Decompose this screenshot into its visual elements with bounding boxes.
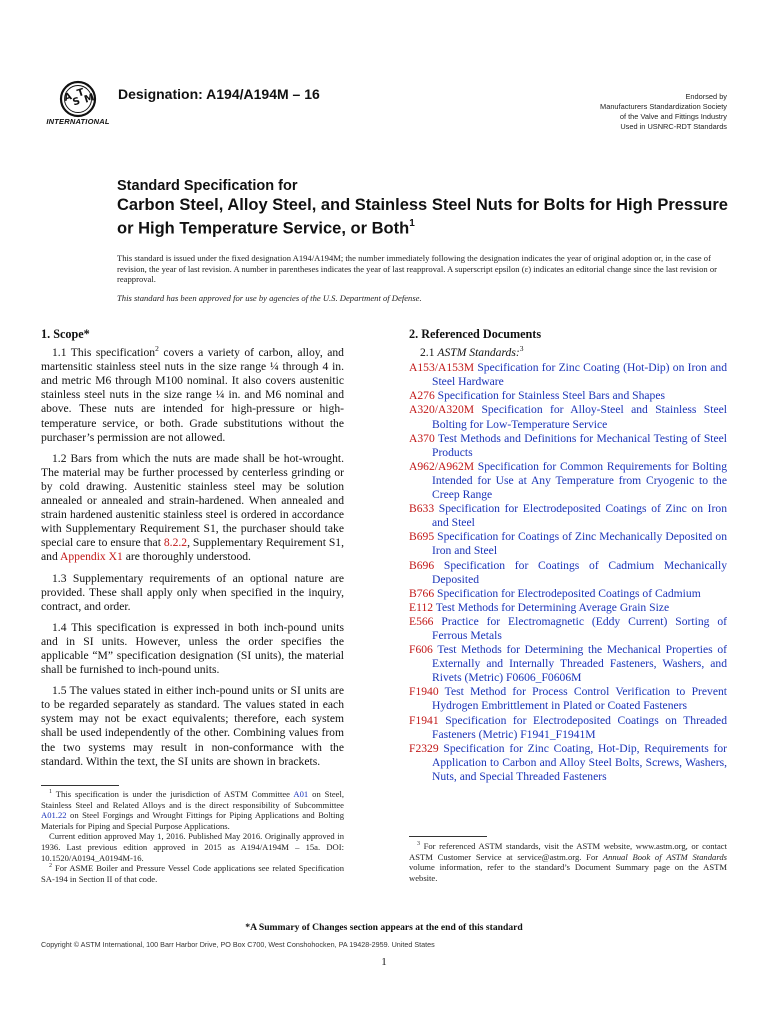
svg-text:M: M [83,92,96,106]
footnote-text: volume information, refer to the standard’s Document Summary page on the ASTM website. [409,862,727,883]
reference-item[interactable] [409,403,727,431]
footnote-mark[interactable]: 3 [519,344,524,354]
reference-code[interactable]: B766 [409,586,435,600]
reference-code[interactable]: E112 [409,600,434,614]
reference-title[interactable]: Practice for Electromagnetic (Eddy Current) Sorting of Ferrous Metals [432,614,727,642]
reference-code[interactable]: A962/A962M [409,459,475,473]
section-link-8-2-2[interactable]: 8.2.2 [163,536,188,550]
reference-code[interactable]: B633 [409,502,435,516]
title-text: Carbon Steel, Alloy Steel, and Stainless Steel Nuts for Bolts for High Pressure or High Temperature Service, or Both [117,196,728,238]
approval-note: This standard has been approved for use by agencies of the U.S. Department of Defense. [117,293,422,303]
reference-list [409,361,727,784]
para-text: , Supplementary Requirement S1, and [41,536,345,564]
section-heading-referenced-documents: 2. Referenced Documents [409,327,542,341]
footnote-divider [41,785,119,786]
footnote-text: For ASME Boiler and Pressure Vessel Code applications see related Specification SA-194 in Section II of that code. [41,863,344,884]
reference-item[interactable] [409,432,727,460]
para-text: covers a variety of carbon, alloy, and martensitic stainless steel nuts in the size range ¼ through 4 in. and metric M6 through M100 nominal. It also covers austenitic stainless steel nuts in the size range ¼ in. and M6 nominal and above. These nuts are intended for high-pressure or high-temperature service, or both. Grade substitutions without the purchaser’s permission are not allowed. [41,346,344,444]
reference-title[interactable]: Specification for Coatings of Cadmium Mechanically Deposited [432,558,727,586]
paragraph-1-4: 1.4 This specification is expressed in both inch-pound units and in SI units. However, unless the order specifies the applicable “M” specification designation (SI units), the material shall be furnished to inch-pound units. [41,620,344,677]
footnotes-left [41,789,344,884]
footnote-1 [41,789,344,831]
reference-item[interactable] [409,601,727,615]
reference-item[interactable] [409,714,727,742]
title-prefix: Standard Specification for [117,178,298,194]
astm-standards-lead [420,346,727,360]
committee-a01-link[interactable]: A01 [293,789,309,799]
reference-title[interactable]: Test Methods and Definitions for Mechanical Testing of Steel Products [432,431,727,459]
endorsed-line: Used in USNRC-RDT Standards [620,122,727,131]
reference-title[interactable]: Specification for Electrodeposited Coatings of Cadmium [434,586,701,600]
reference-title[interactable]: Specification for Coatings of Zinc Mechanically Deposited on Iron and Steel [432,530,727,558]
footnote-italic-text: Annual Book of ASTM Standards [602,851,727,862]
reference-code[interactable]: A276 [409,389,435,403]
footnote-text: This specification is under the jurisdiction of ASTM Committee [52,789,294,799]
appendix-x1-link[interactable]: Appendix X1 [60,550,123,564]
reference-code[interactable]: A370 [409,431,435,445]
reference-item[interactable] [409,615,727,643]
reference-title[interactable]: Specification for Alloy-Steel and Stainless Steel Bolting for Low-Temperature Service [432,403,727,431]
reference-code[interactable]: F2329 [409,741,439,755]
reference-item[interactable] [409,742,727,784]
reference-code[interactable]: E566 [409,614,434,628]
footnote-divider [409,836,487,837]
paragraph-1-5: 1.5 The values stated in either inch-pound units or SI units are to be regarded separately as standard. The values stated in each system may not be exact equivalents; therefore, each system shall be used independently of the other. Combining values from the two systems may result in non-conformance with the standard. Within the text, the SI units are shown in brackets. [41,684,344,768]
reference-item[interactable] [409,587,727,601]
footnote-1-edition: Current edition approved May 1, 2016. Published May 2016. Originally approved in 1936. Last previous edition approved in 2015 as A194/A194M – 15a. DOI: 10.1520/A0194_A0194M-16. [41,831,344,863]
subcommittee-a01-22-link[interactable]: A01.22 [41,810,67,821]
reference-title[interactable]: Specification for Zinc Coating (Hot-Dip) on Iron and Steel Hardware [432,361,727,389]
reference-title[interactable]: Specification for Common Requirements for Bolting Intended for Use at Any Temperature from Cryogenic to the Creep Range [432,459,727,502]
reference-item[interactable] [409,685,727,713]
svg-text:S: S [71,95,82,109]
endorsement-block [467,92,727,132]
paragraph-1-2 [41,452,344,565]
footnote-number: 2 [49,863,52,870]
reference-item[interactable] [409,559,727,587]
reference-item[interactable] [409,460,727,502]
section-heading-scope: 1. Scope* [41,327,90,341]
designation-code: A194/A194M [206,86,289,102]
reference-item[interactable] [409,530,727,558]
reference-title[interactable]: Test Methods for Determining the Mechanical Properties of Externally and Internally Threaded Fasteners, Washers, and Rivets (Metric) F0606_F0606M [432,643,727,685]
footnote-text: on Steel, Stainless Steel and Related Alloys and is the direct responsibility of Subcommittee [41,789,344,810]
reference-item[interactable] [409,502,727,530]
paragraph-1-3: 1.3 Supplementary requirements of an optional nature are provided. These shall apply only when specified in the inquiry, contract, and order. [41,571,344,613]
page-title [117,195,737,239]
title-footnote-mark[interactable]: 1 [409,218,415,229]
para-text: are thoroughly understood. [122,550,251,564]
reference-title[interactable]: Test Methods for Determining Average Grain Size [433,600,670,614]
summary-of-changes-note: *A Summary of Changes section appears at the end of this standard [245,922,523,933]
para-text: 1.2 Bars from which the nuts are made shall be hot-wrought. The material may be further processed by centerless grinding or by cold drawing. Austenitic stainless steel may be solution annealed or annealed and strain-hardened. When annealed and strain hardened austenitic stainless steel is ordered in accordance with Supplementary Requirement S1, the purchaser should take special care to ensure that [41,451,344,550]
scope-section [41,327,344,776]
reference-code[interactable]: A153/A153M [409,361,475,375]
page-number: 1 [381,956,387,968]
footnote-number: 1 [49,789,52,796]
reference-code[interactable]: F1940 [409,685,439,699]
reference-item[interactable] [409,389,727,403]
designation-label: Designation: [118,86,207,102]
logo-letters: A [62,91,74,104]
footnote-2 [41,863,344,884]
endorsed-line: Manufacturers Standardization Society [600,102,727,111]
footnote-mark[interactable]: 2 [155,344,159,354]
logo-international-text: INTERNATIONAL [46,117,110,126]
reference-title[interactable]: Specification for Electrodeposited Coatings on Threaded Fasteners (Metric) F1941_F1941M [432,713,727,741]
lead-number: 2.1 [420,346,438,360]
reference-code[interactable]: B695 [409,530,435,544]
reference-title[interactable]: Specification for Stainless Steel Bars and Shapes [434,389,665,403]
footnote-text: on Steel Forgings and Wrought Fittings for Piping Applications and Bolting Materials for Piping and Special Purpose Applications. [41,810,344,831]
reference-code[interactable]: F1941 [409,713,439,727]
issue-note: This standard is issued under the fixed designation A194/A194M; the number immediately following the designation indicates the year of original adoption or, in the case of revision, the year of last revision. A number in parentheses indicates the year of last reapproval. A superscript epsilon (ε) indicates an editorial change since the last revision or reapproval. [117,253,717,285]
reference-code[interactable]: F606 [409,643,433,657]
reference-title[interactable]: Specification for Electrodeposited Coatings of Zinc on Iron and Steel [432,502,727,530]
footnote-text: For referenced ASTM standards, visit the ASTM website, www.astm.org, or contact ASTM Customer Service at service@astm.org. For [409,841,727,862]
reference-code[interactable]: A320/A320M [409,403,475,417]
endorsed-line: Endorsed by [685,92,727,101]
footnotes-right [409,841,727,883]
reference-code[interactable]: B696 [409,558,435,572]
footnote-number: 3 [417,841,420,848]
title-block [117,177,737,239]
lead-title: ASTM Standards: [437,346,520,360]
svg-text:T: T [75,87,86,100]
designation [118,86,320,102]
footnote-3 [409,841,727,883]
para-text: 1.1 This specification [52,346,156,360]
reference-title[interactable]: Test Method for Process Control Verification to Prevent Hydrogen Embrittlement in Plated or Coated Fasteners [432,685,727,713]
designation-year: – 16 [288,86,320,102]
reference-item[interactable] [409,643,727,685]
endorsed-line: of the Valve and Fittings Industry [619,112,727,121]
paragraph-1-1 [41,346,344,445]
reference-title[interactable]: Specification for Zinc Coating, Hot-Dip, Requirements for Application to Carbon and Alloy Steel Bolts, Screws, Washers, Nuts, and Special Threaded Fasteners [432,741,727,783]
referenced-documents-section [409,327,727,784]
reference-item[interactable] [409,361,727,389]
copyright-line: Copyright © ASTM International, 100 Barr Harbor Drive, PO Box C700, West Conshohocken, PA 19428-2959. United States [41,940,435,949]
